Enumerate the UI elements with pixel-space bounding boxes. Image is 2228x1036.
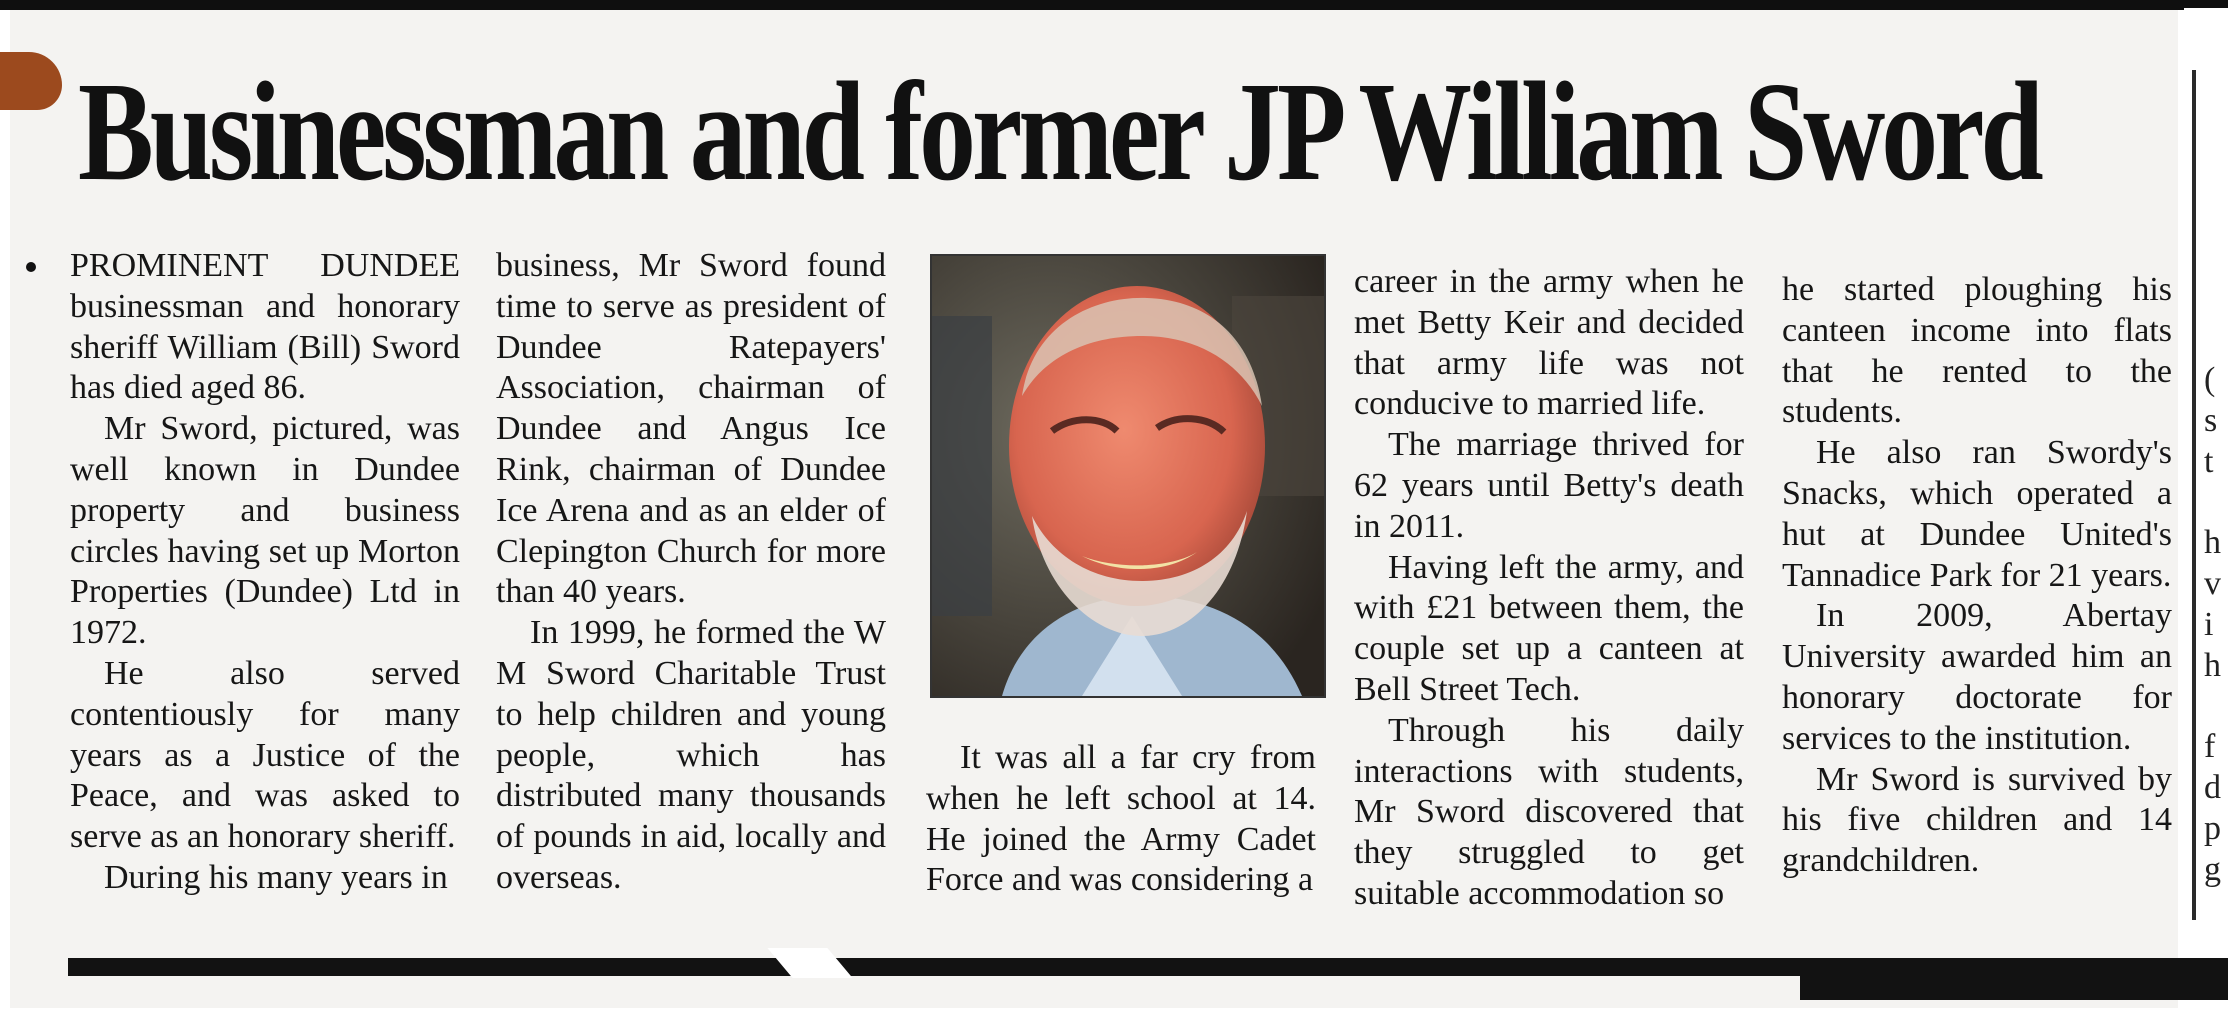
column-bullet: [26, 262, 36, 272]
edge-letter: h: [2204, 646, 2221, 684]
edge-letter: s: [2204, 401, 2218, 439]
article-column-2: [496, 246, 886, 899]
bottom-rule-lower: [1800, 976, 2228, 1000]
paragraph: During his many years in: [104, 858, 448, 896]
paragraph: Mr Sword, pictured, was well known in Dundee property and business circles having set up Morton Properties (Dundee) Ltd in 1972.: [70, 410, 460, 652]
edge-letter: t: [2204, 442, 2214, 480]
edge-letter: g: [2204, 850, 2221, 888]
portrait-illustration: [932, 256, 1324, 696]
edge-letter: v: [2204, 564, 2221, 602]
paragraph: In 2009, Abertay University awarded him an honorary doctorate for services to the institution.: [1782, 597, 2172, 757]
top-rule: [0, 0, 2228, 10]
edge-letter: d: [2204, 768, 2221, 806]
paragraph: Mr Sword is survived by his five children and 14 grandchildren.: [1782, 760, 2172, 880]
paragraph: he started ploughing his canteen income into flats that he rented to the students.: [1782, 271, 2172, 431]
headline: Businessman and former JP William Sword: [78, 52, 2040, 210]
paragraph: Having left the army, and with £21 between them, the couple set up a canteen at Bell Street Tech.: [1354, 548, 1744, 708]
paragraph: PROMINENT DUNDEE businessman and honorary sheriff William (Bill) Sword has died aged 86.: [70, 247, 460, 407]
edge-letter: p: [2204, 809, 2221, 847]
paragraph: career in the army when he met Betty Keir and decided that army life was not conducive to married life.: [1354, 263, 1744, 423]
article-column-1: [70, 246, 460, 899]
edge-letter: [2204, 482, 2228, 523]
paragraph: He also served contentiously for many years as a Justice of the Peace, and was asked to serve as an honorary sheriff.: [70, 654, 460, 856]
edge-letter: i: [2204, 605, 2214, 643]
adjacent-article-fragment: [2204, 360, 2228, 890]
edge-letter: h: [2204, 524, 2221, 562]
paragraph: business, Mr Sword found time to serve as president of Dundee Ratepayers' Association, chairman of Dundee and Angus Ice Rink, chairman of Dundee Ice Arena and as an elder of Clepington Church for more than 40 years.: [496, 247, 886, 611]
bottom-rule: [68, 958, 2228, 976]
edge-letter: (: [2204, 361, 2216, 398]
paragraph: It was all a far cry from when he left school at 14. He joined the Army Cadet Force and was considering a: [926, 739, 1316, 899]
paragraph: He also ran Swordy's Snacks, which operated a hut at Dundee United's Tannadice Park for 21 years.: [1782, 434, 2172, 594]
edge-letter: f: [2204, 728, 2216, 766]
paragraph: The marriage thrived for 62 years until Betty's death in 2011.: [1354, 426, 1744, 545]
paragraph: Through his daily interactions with students, Mr Sword discovered that they struggled to get suitable accommodation so: [1354, 711, 1744, 912]
article-column-3: [926, 738, 1316, 901]
article-column-4: [1354, 262, 1744, 915]
portrait-photo: [930, 254, 1326, 698]
edge-letter: [2204, 686, 2228, 727]
paragraph: In 1999, he formed the W M Sword Charitable Trust to help children and young people, which has distributed many thousands of pounds in aid, locally and overseas.: [496, 614, 886, 896]
article-column-5: [1782, 270, 2172, 882]
column-rule: [2192, 70, 2196, 920]
